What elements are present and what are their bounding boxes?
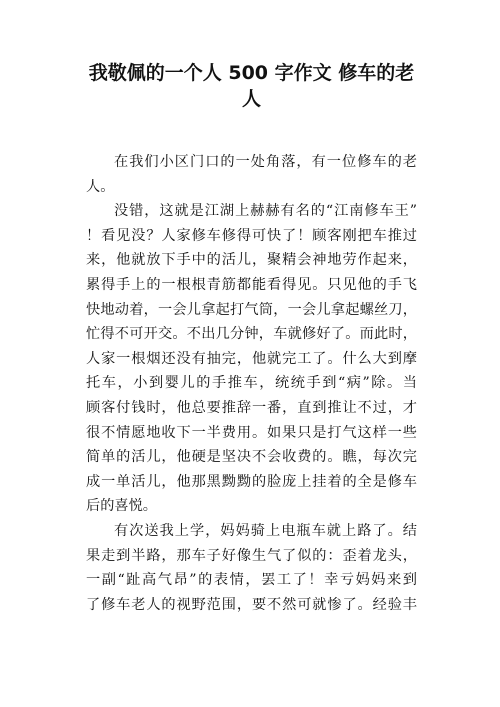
paragraph-2-line: 成一单活儿，他那黑黝黝的脸庞上挂着的全是修车 <box>86 473 417 490</box>
paragraph-3-line: 一副“趾高气昂”的表情，罢工了！幸亏妈妈来到 <box>86 572 417 589</box>
paragraph-2-line: 来，他就放下手中的活儿，聚精会神地劳作起来， <box>86 252 417 269</box>
document-title <box>86 60 417 112</box>
paragraph-2-line: 人家一根烟还没有抽完，他就完工了。什么大到摩 <box>86 350 417 367</box>
paragraph-2-line: 后的喜悦。 <box>86 498 157 515</box>
paragraph-1-line: 人。 <box>86 178 115 195</box>
document-body <box>86 150 417 617</box>
paragraph-2-line: 顾客付钱时，他总要推辞一番，直到推让不过，才 <box>86 399 417 416</box>
title-line: 人 <box>241 88 261 110</box>
paragraph-2-line: ！看见没？人家修车修得可快了！顾客刚把车推过 <box>86 227 417 244</box>
title-line: 我敬佩的一个人 500 字作文 修车的老 <box>88 62 415 84</box>
paragraph-2-line: 忙得不可开交。不出几分钟，车就修好了。而此时， <box>86 326 417 343</box>
paragraph-2-line: 累得手上的一根根青筋都能看得见。只见他的手飞 <box>86 276 417 293</box>
paragraph-2-line: 简单的活儿，他硬是坚决不会收费的。瞧，每次完 <box>86 449 417 466</box>
paragraph-3-line: 果走到半路，那车子好像生气了似的：歪着龙头， <box>86 547 417 564</box>
paragraph-1-line: 在我们小区门口的一处角落，有一位修车的老 <box>114 154 417 170</box>
paragraph-2-line: 很不情愿地收下一半费用。如果只是打气这样一些 <box>86 424 417 441</box>
paragraph-3-line: 有次送我上学，妈妈骑上电瓶车就上路了。结 <box>114 522 417 539</box>
paragraph-2-line: 没错，这就是江湖上赫赫有名的“江南修车王” <box>114 203 417 220</box>
paragraph-2-line: 托车，小到婴儿的手推车，统统手到“病”除。当 <box>86 375 417 392</box>
paragraph-3-line: 了修车老人的视野范围，要不然可就惨了。经验丰 <box>86 596 417 613</box>
paragraph-2-line: 快地动着，一会儿拿起打气筒，一会儿拿起螺丝刀， <box>86 301 417 318</box>
